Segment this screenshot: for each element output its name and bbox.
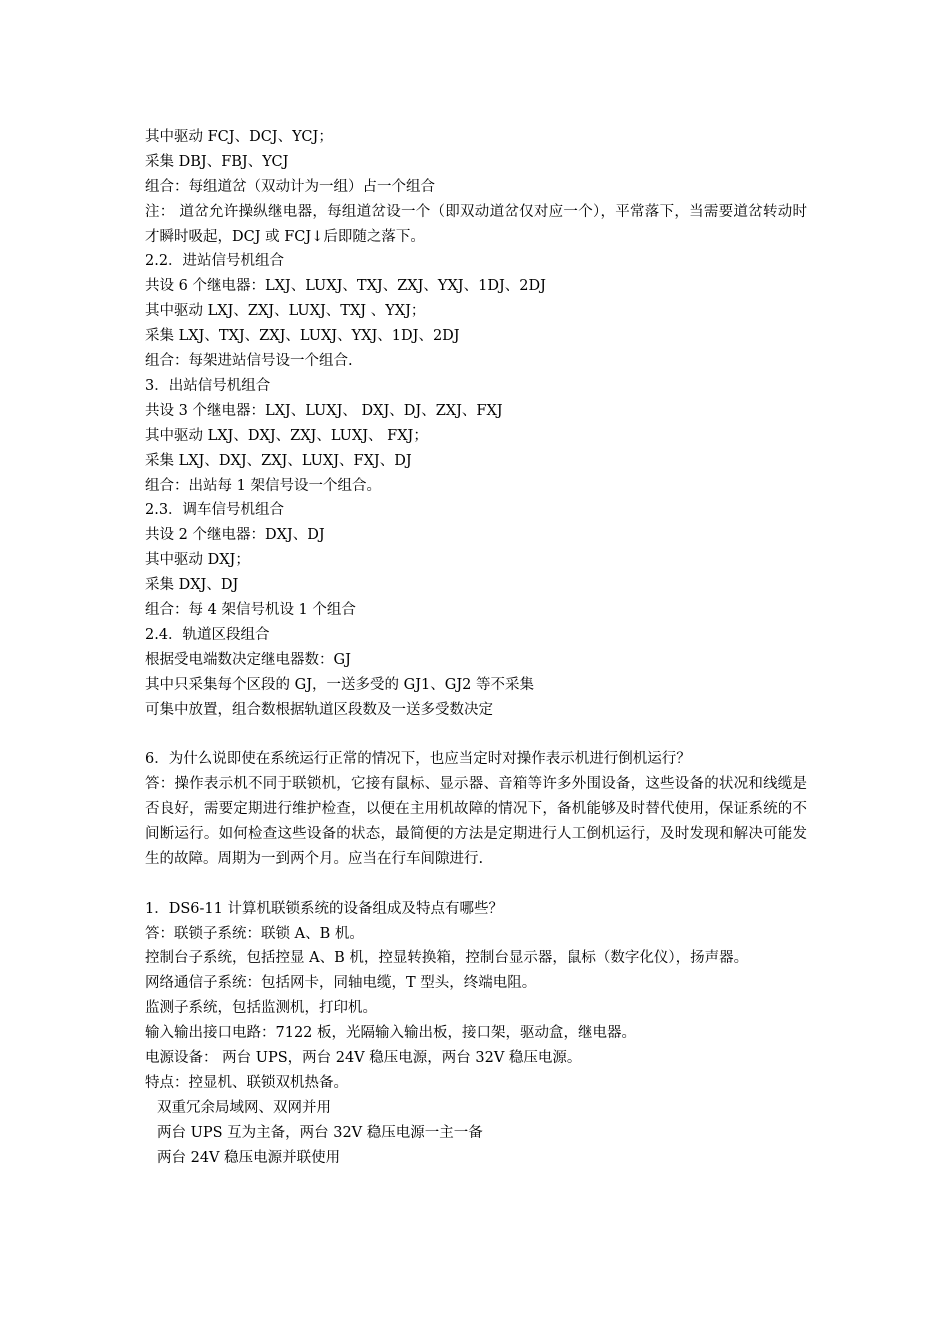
note-paragraph: 注： 道岔允许操纵继电器，每组道岔设一个（即双动道岔仅对应一个），平常落下，当需要道岔转动时才瞬时吸起，DCJ 或 FCJ↓后即随之落下。 (145, 203, 807, 245)
text-line: 采集 LXJ、TXJ、ZXJ、LUXJ、YXJ、1DJ、2DJ (145, 328, 460, 345)
text-line: 共设 6 个继电器：LXJ、LUXJ、TXJ、ZXJ、YXJ、1DJ、2DJ (145, 278, 546, 295)
blank-line (145, 872, 807, 897)
text-line: 组合：出站每 1 架信号设一个组合。 (145, 477, 381, 494)
text-line: 其中只采集每个区段的 GJ，一送多受的 GJ1、GJ2 等不采集 (145, 676, 534, 693)
answer-1-line: 监测子系统，包括监测机，打印机。 (145, 1000, 377, 1017)
answer-1-line: 输入输出接口电路：7122 板，光隔输入输出板，接口架，驱动盒，继电器。 (145, 1025, 637, 1042)
text-line: 根据受电端数决定继电器数：GJ (145, 651, 351, 668)
text-line: 共设 3 个继电器：LXJ、LUXJ、 DXJ、DJ、ZXJ、FXJ (145, 402, 503, 419)
answer-1-line: 控制台子系统，包括控显 A、B 机，控显转换箱，控制台显示器，鼠标（数字化仪），扬声器。 (145, 950, 749, 967)
text-line: 采集 LXJ、DXJ、ZXJ、LUXJ、FXJ、DJ (145, 452, 412, 469)
text-line: 组合：每组道岔（双动计为一组）占一个组合 (145, 178, 435, 195)
answer-1-line: 电源设备： 两台 UPS，两台 24V 稳压电源，两台 32V 稳压电源。 (145, 1050, 582, 1067)
section-heading: 2.2．进站信号机组合 (145, 253, 285, 270)
text-line: 组合：每 4 架信号机设 1 个组合 (145, 601, 356, 618)
text-line: 组合：每架进站信号设一个组合. (145, 353, 353, 370)
answer-1-line: 答：联锁子系统：联锁 A、B 机。 (145, 925, 364, 942)
text-line: 其中驱动 LXJ、DXJ、ZXJ、LUXJ、 FXJ； (145, 427, 428, 444)
section-heading: 2.4．轨道区段组合 (145, 626, 270, 643)
text-line: 共设 2 个继电器：DXJ、DJ (145, 527, 325, 544)
section-heading: 3．出站信号机组合 (145, 377, 271, 394)
text-line: 可集中放置，组合数根据轨道区段数及一送多受数决定 (145, 701, 493, 718)
section-heading: 2.3．调车信号机组合 (145, 502, 285, 519)
answer-1-line: 特点：控显机、联锁双机热备。 (145, 1074, 348, 1091)
document-page (145, 125, 807, 1171)
question-6: 6．为什么说即使在系统运行正常的情况下，也应当定时对操作表示机进行倒机运行？ (145, 751, 691, 768)
blank-line (145, 722, 807, 747)
question-1: 1．DS6-11 计算机联锁系统的设备组成及特点有哪些？ (145, 900, 503, 917)
answer-1-line: 网络通信子系统：包括网卡，同轴电缆，T 型头，终端电阻。 (145, 975, 537, 992)
text-line: 其中驱动 FCJ、DCJ、YCJ； (145, 129, 333, 145)
text-line: 其中驱动 LXJ、ZXJ、LUXJ、TXJ 、YXJ； (145, 303, 426, 320)
feature-line: 双重冗余局域网、双网并用 (157, 1099, 331, 1116)
answer-6: 答：操作表示机不同于联锁机，它接有鼠标、显示器、音箱等许多外围设备，这些设备的状况和线缆是否良好，需要定期进行维护检查，以便在主用机故障的情况下，备机能够及时替代使用，保证系统的不间断运行。如何检查这些设备的状态，最简便的方法是定期进行人工倒机运行，及时发现和解决可能发生的故障。周期为一到两个月。应当在行车间隙进行. (145, 776, 807, 867)
text-line: 采集 DXJ、DJ (145, 577, 239, 594)
feature-line: 两台 UPS 互为主备，两台 32V 稳压电源一主一备 (157, 1124, 483, 1141)
text-line: 其中驱动 DXJ； (145, 552, 250, 569)
text-line: 采集 DBJ、FBJ、YCJ (145, 153, 289, 170)
feature-line: 两台 24V 稳压电源并联使用 (157, 1149, 341, 1166)
